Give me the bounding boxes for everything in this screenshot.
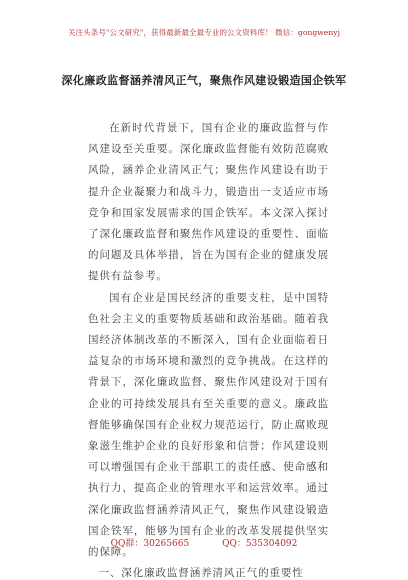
header-banner: 关注头条号"公文研究"，获得最新最全最专业的公文资料库！ 微信：gongwenyj	[67, 28, 341, 37]
section-heading: 一、深化廉政监督涵养清风正气的重要性	[98, 567, 304, 580]
document-title: 深化廉政监督涵养清风正气，聚焦作风建设锻造国企铁军	[61, 74, 347, 87]
footer-banner	[0, 536, 408, 549]
footer-qq-group: QQ群：30265665	[110, 539, 190, 549]
paragraph-background: 国有企业是国民经济的重要支柱，是中国特色社会主义的重要物质基础和政治基础。随着我国经济体制改革的不断深入，国有企业面临着日益复杂的市场环境和激烈的竞争挑战。在这样的背景下，深化廉政监督、聚焦作风建设对于国有企业的可持续发展具有至关重要的意义。廉政监督能够确保国有企业权力规范运行，防止腐败现象滋生维护企业的良好形象和信誉；作风建设则可以增强国有企业干部职工的责任感、使命感和执行力，提高企业的管理水平和运营效率。通过深化廉政监督涵养清风正气，聚焦作风建设锻造国企铁军，能够为国有企业的改革发展提供坚实的保障。	[88, 291, 329, 559]
document-body	[88, 118, 329, 580]
paragraph-intro: 在新时代背景下，国有企业的廉政监督与作风建设至关重要。深化廉政监督能有效防范腐败风险，涵养企业清风正气；聚焦作风建设有助于提升企业凝聚力和战斗力，锻造出一支适应市场竞争和国家发展需求的国企铁军。本文深入探讨了深化廉政监督和聚焦作风建设的重要性、面临的问题及具体举措，旨在为国有企业的健康发展提供有益参考。	[88, 122, 329, 283]
footer-qq: QQ：535304092	[222, 539, 298, 549]
